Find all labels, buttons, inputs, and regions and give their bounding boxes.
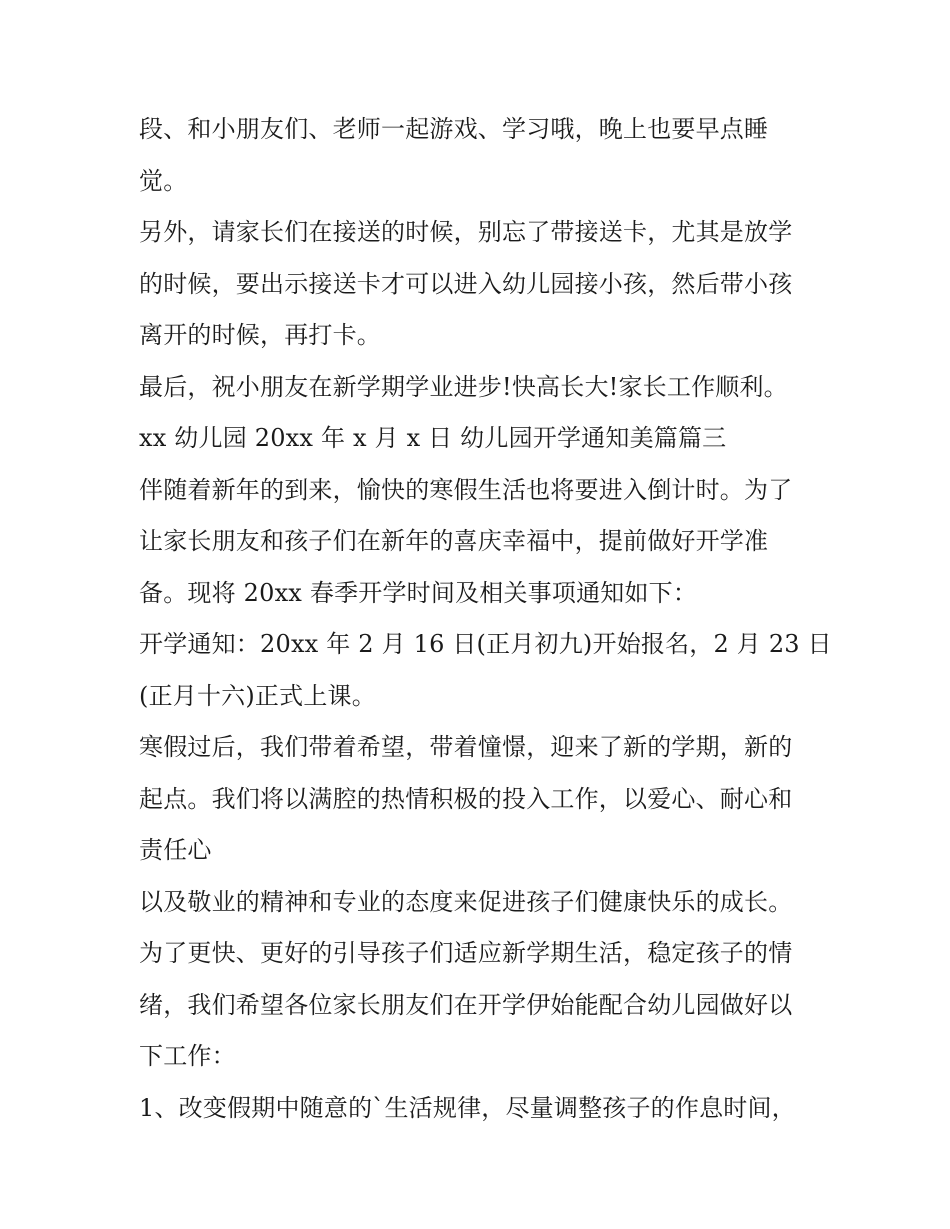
text-line: (正月十六)正式上课。 <box>139 681 376 710</box>
text-line: 让家长朋友和孩子们在新年的喜庆幸福中，提前做好开学准 <box>139 527 769 555</box>
text-line: 觉。 <box>139 166 188 195</box>
text-line: 以及敬业的精神和专业的态度来促进孩子们健康快乐的成长。 <box>139 887 793 916</box>
text-line: 另外，请家长们在接送的时候，别忘了带接送卡，尤其是放学 <box>139 218 793 246</box>
text-line: 段、和小朋友们、老师一起游戏、学习哦，晚上也要早点睡 <box>139 115 769 143</box>
section-heading-line: xx 幼儿园 20xx 年 x 月 x 日 幼儿园开学通知美篇篇三 <box>139 424 727 452</box>
text-line: 开学通知：20xx 年 2 月 16 日(正月初九)开始报名，2 月 23 日 <box>139 630 832 658</box>
text-line: 起点。我们将以满腔的热情积极的投入工作，以爱心、耐心和 <box>139 784 793 813</box>
list-item-line: 1、改变假期中随意的`生活规律，尽量调整孩子的作息时间， <box>139 1093 796 1122</box>
text-line: 绪，我们希望各位家长朋友们在开学伊始能配合幼儿园做好以 <box>139 990 793 1019</box>
text-line: 的时候，要出示接送卡才可以进入幼儿园接小孩，然后带小孩 <box>139 269 793 298</box>
text-line: 伴随着新年的到来，愉快的寒假生活也将要进入倒计时。为了 <box>139 475 793 504</box>
text-line: 备。现将 20xx 春季开学时间及相关事项通知如下： <box>139 578 698 607</box>
text-line: 最后，祝小朋友在新学期学业进步!快高长大!家长工作顺利。 <box>139 372 788 401</box>
document-body <box>139 104 832 1134</box>
text-line: 下工作： <box>139 1042 236 1070</box>
text-line: 责任心 <box>139 836 212 864</box>
text-line: 寒假过后，我们带着希望，带着憧憬，迎来了新的学期，新的 <box>139 733 793 761</box>
text-line: 为了更快、更好的引导孩子们适应新学期生活，稳定孩子的情 <box>139 939 793 967</box>
text-line: 离开的时候，再打卡。 <box>139 321 381 349</box>
